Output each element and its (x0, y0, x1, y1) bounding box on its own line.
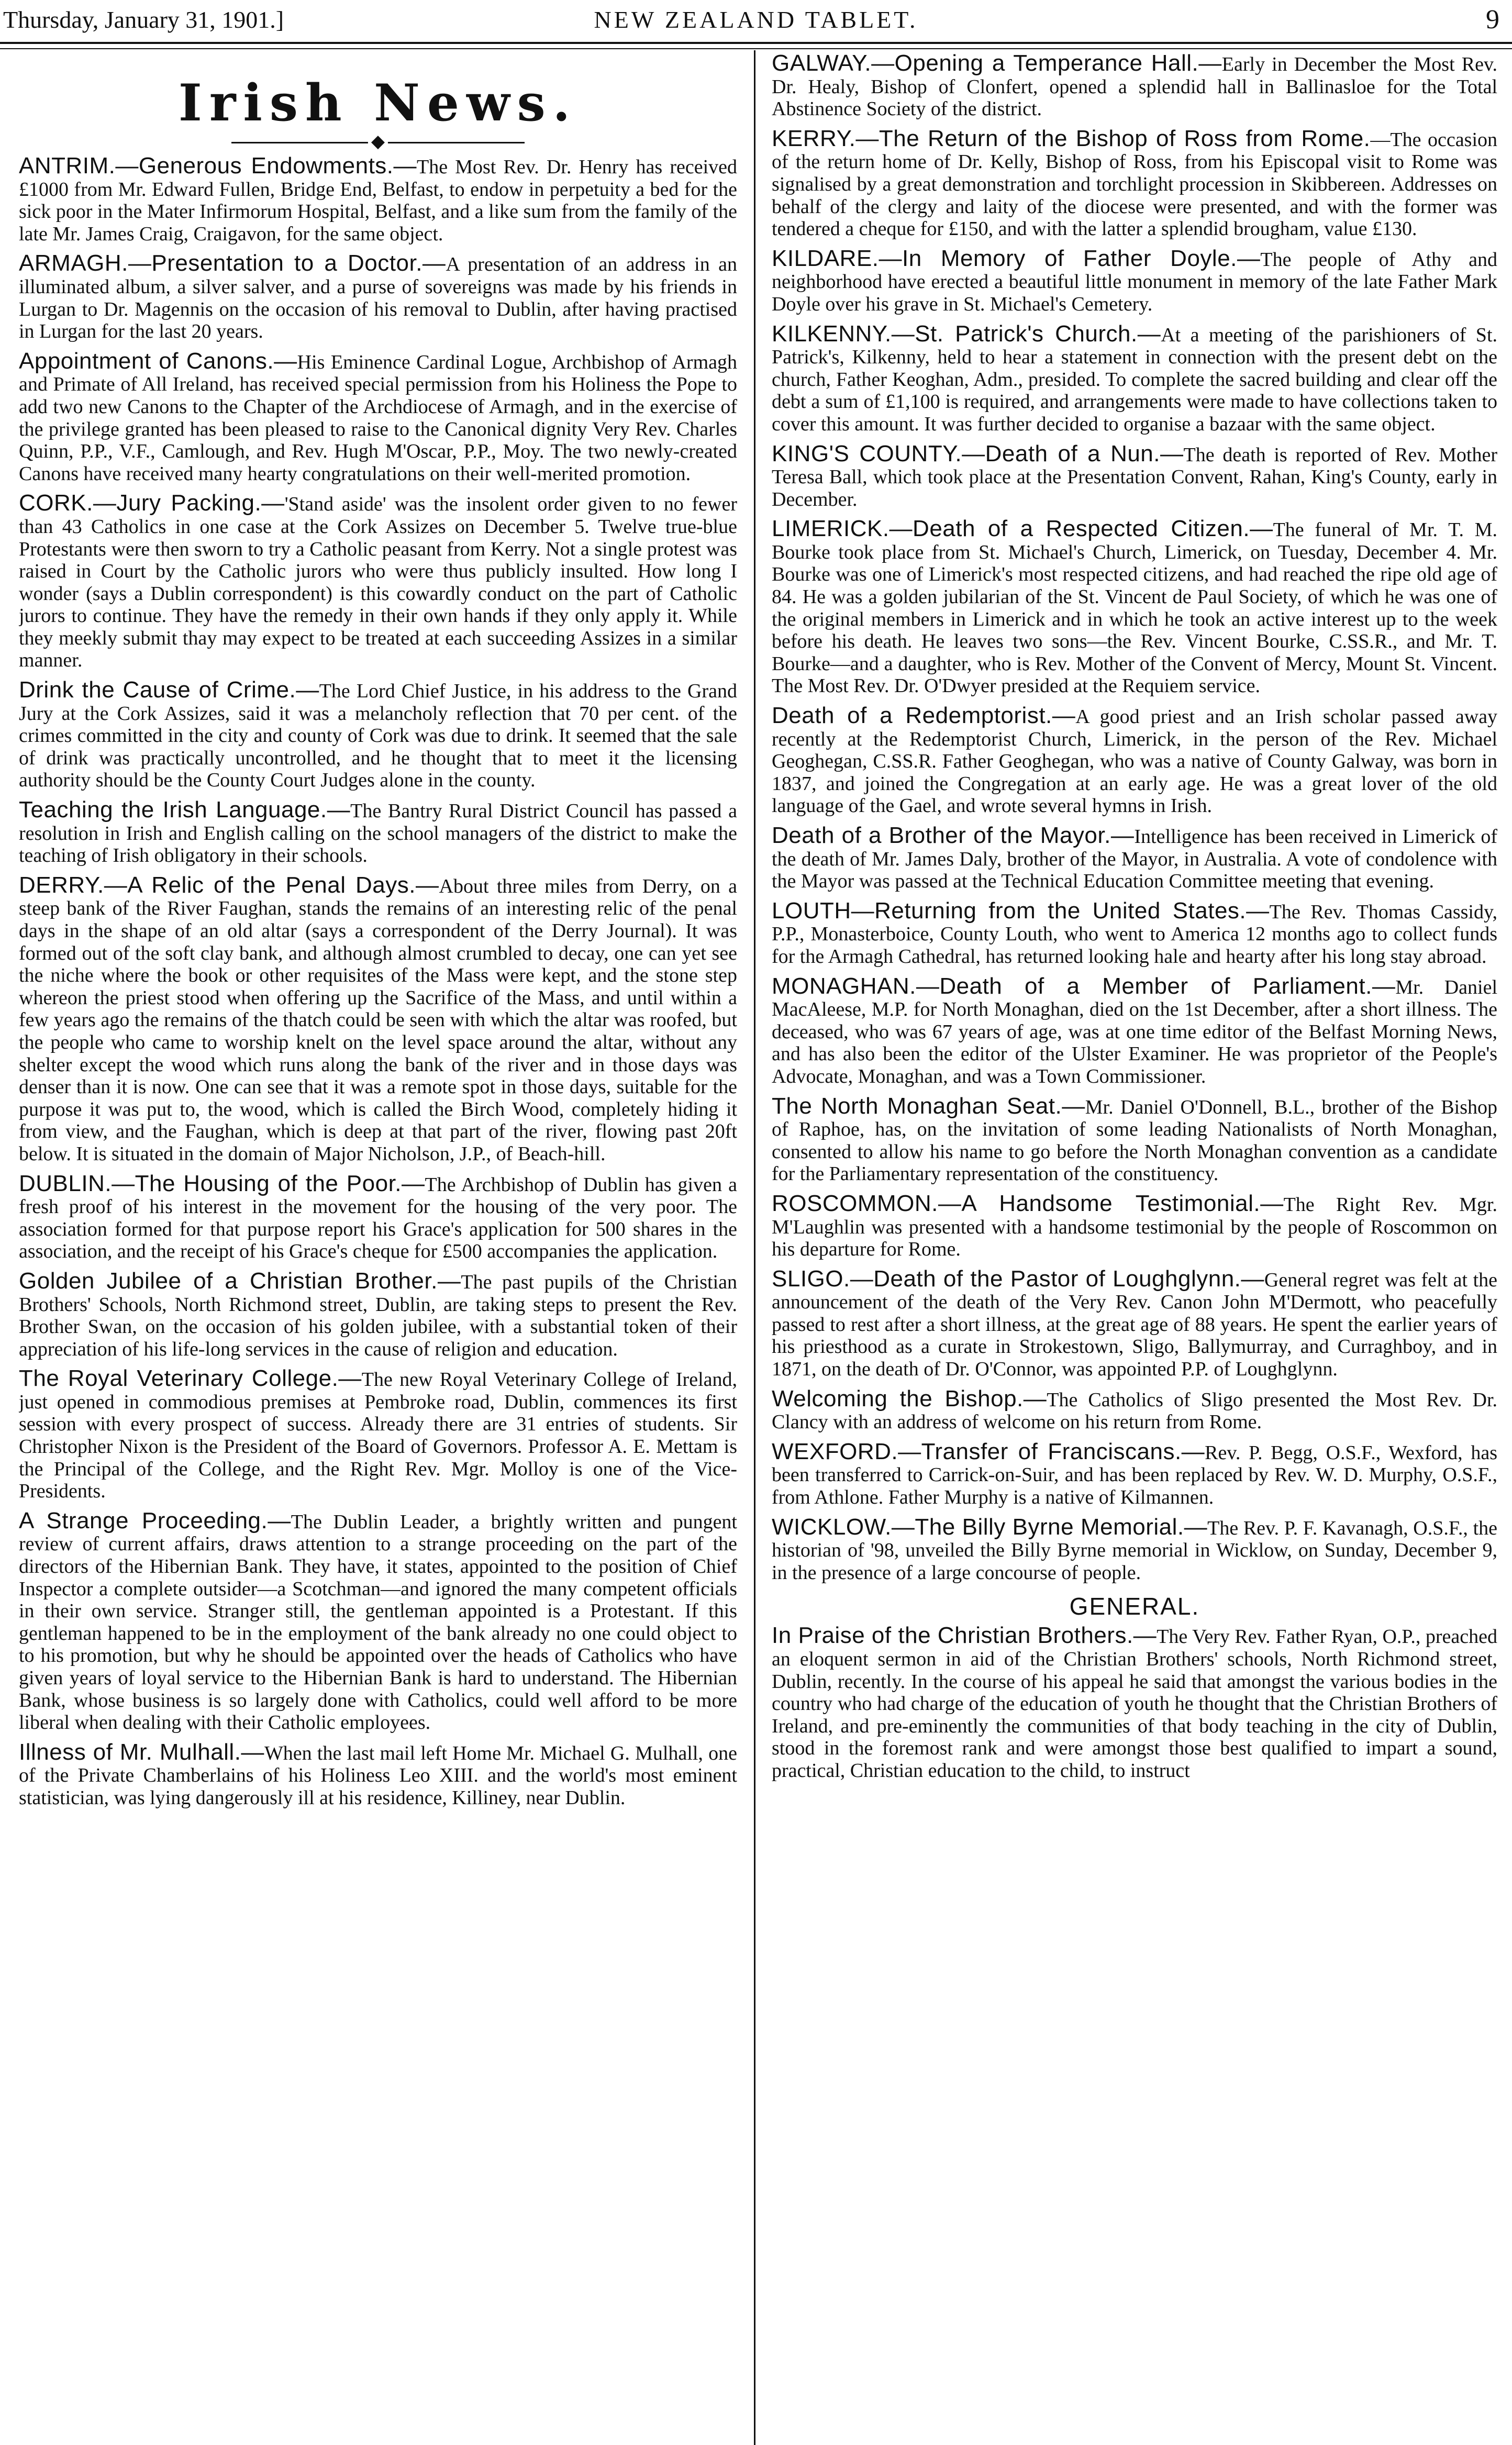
news-item (772, 52, 1497, 120)
news-item-heading: The Royal Veterinary College.— (19, 1365, 362, 1392)
news-item-heading: WICKLOW.—The Billy Byrne Memorial.— (772, 1514, 1208, 1540)
diamond-icon: ◆ (368, 133, 388, 151)
news-item-heading: ARMAGH.—Presentation to a Doctor.— (19, 250, 446, 276)
news-item-body: The Dublin Leader, a brightly written and pungent review of current affairs, draws attention to a strange proceeding on the part of the directors of the Hibernian Bank. They have, it states, appointed to the position of Chief Inspector a complete outsider—a Scotchman—and ignored the many competent officials in their own service. Stranger still, the gentleman appointed is a Protestant. If this gentleman happened to be in the employment of the bank already no one could object to to his promotion, but why he should be appointed over the heads of Catholics who have given years of loyal service to the Hibernian Bank is hard to understand. The Hibernian Bank, whose business is so largely done with Catholics, could well afford to be more liberal when dealing with their Catholic employees. (19, 1510, 737, 1734)
news-item-heading: LOUTH—Returning from the United States.— (772, 897, 1270, 924)
news-item (772, 975, 1497, 1088)
news-item-heading: CORK.—Jury Packing.— (19, 490, 285, 516)
news-item-body: The Catholics of Sligo presented the Most Rev. Dr. Clancy with an address of welcome on his return from Rome. (772, 1388, 1497, 1433)
news-item-heading: MONAGHAN.—Death of a Member of Parliament.— (772, 973, 1396, 999)
general-heading: GENERAL. (1069, 1593, 1200, 1620)
news-item (19, 155, 737, 245)
news-item (772, 1265, 1497, 1381)
news-item-body: Early in December the Most Rev. Dr. Healy, Bishop of Clonfert, opened a splendid hall in Ballinasloe for the Total Abstinence Society of the district. (772, 53, 1497, 120)
news-item-heading: A Strange Proceeding.— (19, 1507, 291, 1533)
news-item-body: Rev. P. Begg, O.S.F., Wexford, has been transferred to Carrick-on-Suir, and has been replaced by Rev. W. D. Murphy, O.S.F., from Athlone. Father Murphy is a native of Kilmannen. (772, 1441, 1497, 1509)
news-item-body: 'Stand aside' was the insolent order given to no fewer than 43 Catholics in one case at the Cork Assizes on December 5. Twelve true-blue Protestants were then sworn to try a Catholic peasant from Kerry. Not a single protest was raised in Court by the Catholic jurors who were thus publicly insulted. How long I wonder (says a Dublin correspondent) is this cowardly conduct on the part of Catholic jurors to continue. They have the remedy in their own hands if they only apply it. While they meekly submit thay may expect to be treated at each succeeding Assizes in a similar manner. (19, 493, 737, 672)
news-item (772, 320, 1497, 436)
section-masthead: Irish News. (178, 73, 578, 132)
news-item-heading: KING'S COUNTY.—Death of a Nun.— (772, 440, 1184, 466)
news-item-heading: Appointment of Canons.— (19, 348, 297, 374)
news-item (772, 1190, 1497, 1261)
page-number: 9 (1486, 5, 1499, 35)
right-column-articles (772, 52, 1497, 1584)
news-item-body: About three miles from Derry, on a steep bank of the River Faughan, stands the remains of an interesting relic of the penal days in the shape of an old altar (says a correspondent of the Derry Journal). It was formed out of the soft clay bank, and although almost crumbled to decay, one can yet see the niche where the book or other requisites of the Mass were kept, and the stone step whereon the priest stood when offering up the Sacrifice of the Mass, and until within a few years ago the remains of the thatch could be seen with which the altar was roofed, but the people who came to worship knelt on the level space around the altar, without any shelter except the wood which runs along the bank of the river and in those days was denser than it is now. One can see that it was a remote spot in those days, suitable for the purpose it was put to, the wood, which is called the Birch Wood, completely hiding it from view, and the Faughan, which is deep at that part of the river, flowing past 20ft below. It is situated in the domain of Major Nicholson, J.P., of Beach-hill. (19, 875, 737, 1165)
news-item-heading: ROSCOMMON.—A Handsome Testimonial.— (772, 1190, 1284, 1216)
news-item (772, 518, 1497, 697)
news-item-heading: LIMERICK.—Death of a Respected Citizen.— (772, 516, 1273, 542)
news-item-body: The Lord Chief Justice, in his address to the Grand Jury at the Cork Assizes, said it was a melancholy reflection that 70 per cent. of the crimes committed in the city and county of Cork was due to drink. It seemed that the sale of drink was practically uncontrolled, and he thought that to meet it the licensing authority should be the County Court Judges alone in the county. (19, 680, 737, 792)
news-item-heading: DERRY.—A Relic of the Penal Days.— (19, 872, 439, 898)
news-item-body: When the last mail left Home Mr. Michael G. Mulhall, one of the Private Chamberlains of his Holiness Leo XIII. and the world's most eminent statistician, was lying dangerously ill at his residence, Killiney, near Dublin. (19, 1742, 737, 1809)
issue-date: Thursday, January 31, 1901.] (3, 6, 284, 33)
news-item (772, 1516, 1497, 1584)
news-item-body: The Most Rev. Dr. Henry has received £1000 from Mr. Edward Fullen, Bridge End, Belfast, to endow in perpetuity a bed for the sick poor in the Mater Infirmorum Hospital, Belfast, and a like sum from the family of the late Mr. James Craig, Craigavon, for the same object. (19, 156, 737, 245)
news-item (19, 350, 737, 485)
news-item-body: The death is reported of Rev. Mother Teresa Ball, which took place at the Presentation Convent, Rahan, King's County, early in December. (772, 443, 1497, 510)
news-item-body: A good priest and an Irish scholar passed away recently at the Redemptorist Church, Limerick, in the person of the Rev. Michael Geoghegan, C.SS.R. Father Geoghegan, who was a native of County Galway, was born in 1837, and joined the Congregation at an early age. He was a great lover of the old language of the Gael, and wrote several hymns in Irish. (772, 706, 1497, 817)
news-item-heading: Death of a Brother of the Mayor.— (772, 823, 1135, 848)
news-item-heading: Drink the Cause of Crime.— (19, 677, 319, 703)
news-item (19, 492, 737, 672)
news-item-body: The new Royal Veterinary College of Ireland, just opened in commodious premises at Pembroke road, Dublin, commences its first session with every prospect of success. Already there are 31 entries of students. Sir Christopher Nixon is the President of the Board of Governors. Professor A. E. Mettam is the Principal of the College, and the Right Rev. Mgr. Molloy is one of the Vice-Presidents. (19, 1369, 737, 1503)
news-item-body: The past pupils of the Christian Brothers' Schools, North Richmond street, Dublin, are taking steps to present the Rev. Brother Swan, on the occasion of his golden jubilee, with a substantial token of their appreciation of his life-long services in the cause of religion and education. (19, 1271, 737, 1360)
news-item-body: His Eminence Cardinal Logue, Archbishop of Armagh and Primate of All Ireland, has received special permission from his Holiness the Pope to add two new Canons to the Chapter of the Archdiocese of Armagh, and in the exercise of the privilege granted has been pleased to raise to the Canonical dignity Very Rev. Charles Quinn, P.P., V.F., Camlough, and Rev. Hugh M'Oscar, P.P., Moy. The two newly-created Canons have received many hearty congratulations on their well-merited promotion. (19, 351, 737, 485)
news-item-body: The Rev. P. F. Kavanagh, O.S.F., the historian of '98, unveiled the Billy Byrne memorial in Wicklow, on Sunday, December 9, in the presence of a large concourse of people. (772, 1517, 1497, 1584)
news-item-body: The Archbishop of Dublin has given a fresh proof of his interest in the movement for the housing of the very poor. The association formed for that purpose report his Grace's application for 500 shares in the association, and the receipt of his Grace's cheque for £500 accompanies the application. (19, 1173, 737, 1263)
news-item-heading: Death of a Redemptorist.— (772, 703, 1076, 729)
news-item-heading: DUBLIN.—The Housing of the Poor.— (19, 1170, 425, 1196)
news-item (772, 1385, 1497, 1433)
news-item-heading: GALWAY.—Opening a Temperance Hall.— (772, 52, 1222, 76)
news-item (19, 1270, 737, 1360)
news-item-heading: In Praise of the Christian Brothers.— (772, 1622, 1157, 1649)
news-item (772, 440, 1497, 511)
news-item-body: The Right Rev. Mgr. M'Laughlin was presented with a handsome testimonial by the people of Roscommon on his departure for Rome. (772, 1193, 1497, 1261)
news-item (19, 1170, 737, 1263)
ornament-rule (231, 132, 525, 153)
news-item (19, 679, 737, 792)
news-item (19, 1365, 737, 1503)
news-item-heading: KILDARE.—In Memory of Father Doyle.— (772, 245, 1261, 271)
news-item (19, 799, 737, 867)
news-item (772, 705, 1497, 817)
news-item (772, 245, 1497, 316)
news-item (772, 1095, 1497, 1185)
news-item-heading: Welcoming the Bishop.— (772, 1385, 1047, 1412)
news-item-body: At a meeting of the parishioners of St. Patrick's, Kilkenny, held to hear a statement in connection with the present debt on the church, Father Keoghan, Adm., presided. To complete the sacred building and clear off the debt a sum of £1,100 is required, and arrangements were made to have collections taken to cover this amount. It was further decided to organise a bazaar with the same object. (772, 324, 1497, 435)
right-column (772, 52, 1497, 2445)
news-item (772, 1622, 1497, 1782)
news-item-body: Mr. Daniel MacAleese, M.P. for North Monaghan, died on the 1st December, after a short illness. The deceased, who was 67 years of age, was at one time editor of the Belfast Morning News, and has also been the editor of the Ulster Examiner. He was proprietor of the People's Advocate, Monaghan, and was a Town Commissioner. (772, 976, 1497, 1087)
news-item-heading: KILKENNY.—St. Patrick's Church.— (772, 320, 1161, 347)
header-rule (0, 48, 1512, 49)
column-divider (754, 50, 755, 2445)
news-item-body: The Bantry Rural District Council has passed a resolution in Irish and English calling on the school managers of the district to make the teaching of Irish obligatory in their schools. (19, 800, 737, 867)
left-column-articles (19, 155, 737, 1809)
news-item-heading: WEXFORD.—Transfer of Franciscans.— (772, 1438, 1205, 1464)
news-item-heading: Illness of Mr. Mulhall.— (19, 1739, 264, 1765)
left-column (19, 52, 737, 2445)
news-item (772, 897, 1497, 968)
news-item-body: Intelligence has been received in Limerick of the death of Mr. James Daly, brother of the Mayor, in Australia. A vote of condolence with the Mayor was passed at the Technical Education Committee meeting that evening. (772, 826, 1497, 893)
page-header (0, 0, 1512, 44)
news-item-heading: The North Monaghan Seat.— (772, 1093, 1085, 1119)
news-item-body: A presentation of an address in an illuminated album, a silver salver, and a purse of sovereigns was made by his friends in Lurgan to Dr. Magennis on the occasion of his removal to Dublin, after having practised in Lurgan for the last 20 years. (19, 253, 737, 343)
news-item-heading: SLIGO.—Death of the Pastor of Loughglynn.— (772, 1265, 1264, 1292)
news-item-body: The Very Rev. Father Ryan, O.P., preached an eloquent sermon in aid of the Christian Brothers' schools, North Richmond street, Dublin, recently. In the course of his appeal he said that amongst the various bodies in the country who had charge of the education of youth he thought that the Christian Brothers of Ireland, and pre-eminently the communities of that body teaching in the city of Dublin, stood in the foremost rank and were amongst those best qualified to impart a sound, practical, Christian education to the child, to instruct (772, 1626, 1497, 1782)
news-item (772, 825, 1497, 893)
news-item-body: —The occasion of the return home of Dr. Kelly, Bishop of Ross, from his Episcopal visit to Rome was signalised by a great demonstration and torchlight procession in Skibbereen. Addresses on behalf of the clergy and laity of the diocese were presented, and with the former was tendered a cheque for £150, and with the latter a splendid brougham, value £130. (772, 128, 1497, 240)
news-item (19, 252, 737, 342)
news-item (19, 1741, 737, 1809)
news-item-body: Mr. Daniel O'Donnell, B.L., brother of the Bishop of Raphoe, has, on the invitation of some leading Nationalists of North Monaghan, consented to allow his name to go before the North Monaghan convention as a candidate for the Parliamentary representation of the constituency. (772, 1096, 1497, 1185)
news-item-heading: Golden Jubilee of a Christian Brother.— (19, 1268, 461, 1294)
news-item-body: The funeral of Mr. T. M. Bourke took place from St. Michael's Church, Limerick, on Tuesday, December 4. Mr. Bourke was one of Limerick's most respected citizens, and had reached the ripe old age of 84. He was a golden jubilarian of the St. Vincent de Paul Society, of which he was one of the original members in Limerick and in which he took an active interest up to the week before his death. He leaves two sons—the Rev. Vincent Bourke, C.SS.R., and Mr. T. Bourke—and a daughter, who is Rev. Mother of the Convent of Mercy, Mount St. Vincent. The Most Rev. Dr. O'Dwyer presided at the Requiem service. (772, 519, 1497, 697)
news-item (772, 125, 1497, 240)
news-item (19, 1507, 737, 1734)
newspaper-title: NEW ZEALAND TABLET. (594, 6, 918, 33)
news-item (772, 1438, 1497, 1509)
news-item-body: General regret was felt at the announcement of the death of the Very Rev. Canon John M'Dermott, who peacefully passed to rest after a short illness, at the great age of 88 years. He spent the earlier years of his priesthood as a curate in Strokestown, Sligo, Ballymurray, and Curraghboy, and in 1871, on the death of Dr. O'Connor, was appointed P.P. of Loughglynn. (772, 1269, 1497, 1381)
news-item-heading: KERRY.—The Return of the Bishop of Ross from Rome. (772, 125, 1371, 151)
news-item-heading: Teaching the Irish Language.— (19, 797, 351, 823)
news-item-heading: ANTRIM.—Generous Endowments.— (19, 153, 417, 179)
news-item-body: The people of Athy and neighborhood have erected a beautiful little monument in memory of the late Father Mark Doyle over his grave in St. Michael's Cemetery. (772, 248, 1497, 315)
news-item (19, 874, 737, 1165)
news-item-body: The Rev. Thomas Cassidy, P.P., Monasterboice, County Louth, who went to America 12 months ago to collect funds for the Armagh Cathedral, has returned looking hale and hearty after his long stay abroad. (772, 901, 1497, 968)
